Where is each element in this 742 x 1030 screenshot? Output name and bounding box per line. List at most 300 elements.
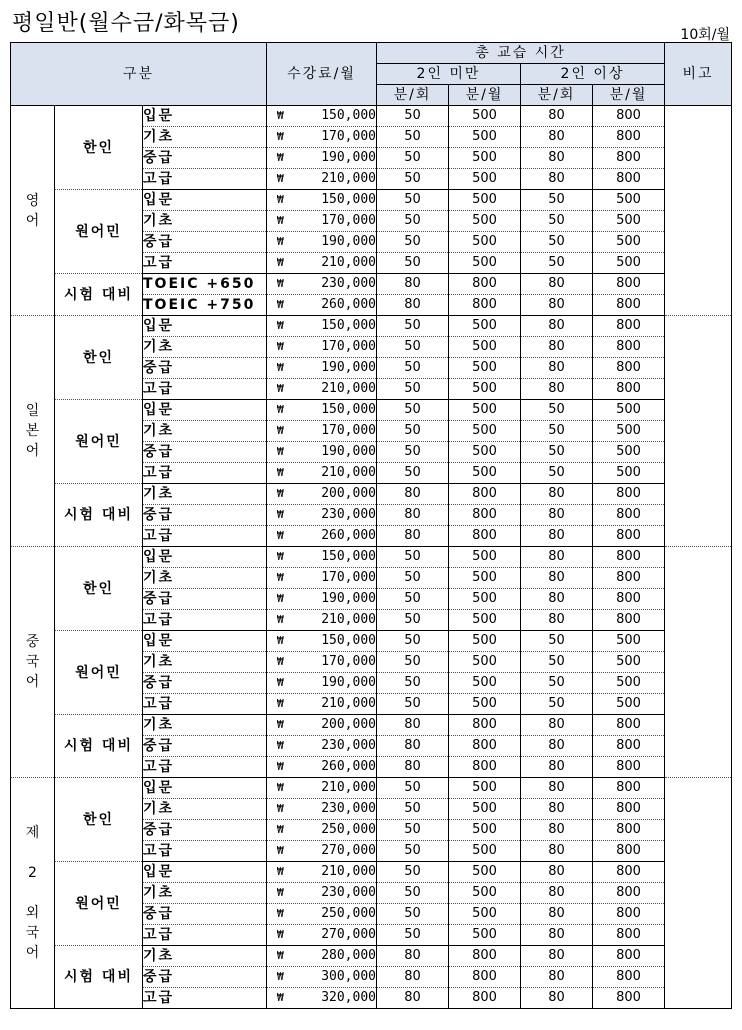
time-cell: 50 <box>377 442 449 463</box>
time-cell: 80 <box>377 484 449 505</box>
time-cell: 800 <box>593 379 665 400</box>
time-cell: 500 <box>449 841 521 862</box>
time-cell: 500 <box>449 442 521 463</box>
fee-cell <box>267 484 377 505</box>
level-cell: 고급 <box>143 610 267 631</box>
time-cell: 80 <box>521 148 593 169</box>
level-cell: 입문 <box>143 778 267 799</box>
time-cell: 80 <box>521 610 593 631</box>
header-per-month: 분/월 <box>593 85 665 106</box>
time-cell: 800 <box>593 337 665 358</box>
level-cell: 입문 <box>143 106 267 127</box>
time-cell: 50 <box>521 253 593 274</box>
time-cell: 500 <box>449 610 521 631</box>
currency-symbol: ₩ <box>277 193 284 206</box>
fee-cell <box>267 463 377 484</box>
time-cell: 500 <box>449 883 521 904</box>
time-cell: 800 <box>593 106 665 127</box>
time-cell: 800 <box>593 568 665 589</box>
level-cell: 중급 <box>143 232 267 253</box>
fee-cell <box>267 631 377 652</box>
level-cell: 중급 <box>143 904 267 925</box>
currency-symbol: ₩ <box>277 151 284 164</box>
header-fee: 수강료/월 <box>267 43 377 106</box>
time-cell: 500 <box>449 316 521 337</box>
level-cell: 기초 <box>143 421 267 442</box>
level-cell: 중급 <box>143 967 267 988</box>
fee-cell <box>267 127 377 148</box>
level-cell: 중급 <box>143 442 267 463</box>
time-cell: 80 <box>521 988 593 1009</box>
instructor-type: 시험 대비 <box>55 946 143 1009</box>
time-cell: 50 <box>377 610 449 631</box>
level-cell: 중급 <box>143 589 267 610</box>
fee-cell <box>267 253 377 274</box>
level-cell: 고급 <box>143 694 267 715</box>
fee-cell <box>267 925 377 946</box>
fee-cell <box>267 652 377 673</box>
time-cell: 500 <box>449 190 521 211</box>
fee-cell <box>267 820 377 841</box>
level-cell: 기초 <box>143 484 267 505</box>
time-cell: 500 <box>449 904 521 925</box>
currency-symbol: ₩ <box>277 235 284 248</box>
time-cell: 50 <box>521 232 593 253</box>
fee-cell <box>267 841 377 862</box>
table-body <box>11 106 732 1009</box>
time-cell: 80 <box>521 820 593 841</box>
fee-amount: 210,000 <box>321 255 376 270</box>
time-cell: 800 <box>593 127 665 148</box>
table-row <box>11 631 732 652</box>
fee-cell <box>267 169 377 190</box>
time-cell: 50 <box>377 421 449 442</box>
table-row <box>11 946 732 967</box>
time-cell: 50 <box>521 652 593 673</box>
time-cell: 500 <box>449 673 521 694</box>
time-cell: 800 <box>593 883 665 904</box>
time-cell: 50 <box>521 694 593 715</box>
time-cell: 50 <box>377 337 449 358</box>
time-cell: 50 <box>521 190 593 211</box>
time-cell: 80 <box>521 274 593 295</box>
fee-cell <box>267 274 377 295</box>
time-cell: 500 <box>593 253 665 274</box>
fee-cell <box>267 862 377 883</box>
note-cell <box>665 778 732 1009</box>
time-cell: 500 <box>449 253 521 274</box>
fee-cell <box>267 148 377 169</box>
currency-symbol: ₩ <box>277 865 284 878</box>
level-cell: 기초 <box>143 211 267 232</box>
level-cell: 고급 <box>143 169 267 190</box>
currency-symbol: ₩ <box>277 655 284 668</box>
time-cell: 500 <box>593 211 665 232</box>
time-cell: 50 <box>377 589 449 610</box>
fee-amount: 260,000 <box>321 297 376 312</box>
fee-amount: 200,000 <box>321 486 376 501</box>
level-cell: 기초 <box>143 127 267 148</box>
time-cell: 80 <box>521 169 593 190</box>
fee-cell <box>267 967 377 988</box>
time-cell: 80 <box>521 547 593 568</box>
time-cell: 800 <box>593 925 665 946</box>
fee-amount: 230,000 <box>321 885 376 900</box>
time-cell: 500 <box>449 400 521 421</box>
tuition-table <box>10 42 732 1009</box>
time-cell: 50 <box>521 631 593 652</box>
currency-symbol: ₩ <box>277 844 284 857</box>
language-name: 일 본 어 <box>11 316 55 547</box>
level-cell: 중급 <box>143 673 267 694</box>
time-cell: 50 <box>521 673 593 694</box>
instructor-type: 시험 대비 <box>55 484 143 547</box>
time-cell: 500 <box>593 400 665 421</box>
currency-symbol: ₩ <box>277 256 284 269</box>
time-cell: 800 <box>449 988 521 1009</box>
level-cell: 고급 <box>143 988 267 1009</box>
time-cell: 50 <box>377 820 449 841</box>
time-cell: 500 <box>449 379 521 400</box>
table-row <box>11 190 732 211</box>
level-cell: 중급 <box>143 358 267 379</box>
time-cell: 500 <box>449 232 521 253</box>
currency-symbol: ₩ <box>277 928 284 941</box>
fee-amount: 210,000 <box>321 612 376 627</box>
fee-cell <box>267 694 377 715</box>
note-cell <box>665 106 732 316</box>
instructor-type: 원어민 <box>55 190 143 274</box>
fee-amount: 190,000 <box>321 444 376 459</box>
fee-cell <box>267 883 377 904</box>
fee-cell <box>267 190 377 211</box>
time-cell: 50 <box>377 358 449 379</box>
time-cell: 800 <box>593 946 665 967</box>
level-cell: 입문 <box>143 400 267 421</box>
time-cell: 50 <box>521 211 593 232</box>
level-cell: 고급 <box>143 841 267 862</box>
time-cell: 800 <box>593 757 665 778</box>
time-cell: 800 <box>449 526 521 547</box>
time-cell: 80 <box>521 925 593 946</box>
time-cell: 500 <box>449 652 521 673</box>
currency-symbol: ₩ <box>277 361 284 374</box>
fee-amount: 230,000 <box>321 738 376 753</box>
fee-amount: 190,000 <box>321 360 376 375</box>
time-cell: 50 <box>377 883 449 904</box>
time-cell: 50 <box>377 169 449 190</box>
time-cell: 800 <box>449 484 521 505</box>
time-cell: 500 <box>449 421 521 442</box>
fee-cell <box>267 799 377 820</box>
fee-amount: 150,000 <box>321 402 376 417</box>
currency-symbol: ₩ <box>277 550 284 563</box>
currency-symbol: ₩ <box>277 571 284 584</box>
fee-amount: 150,000 <box>321 108 376 123</box>
level-cell: 입문 <box>143 631 267 652</box>
level-cell: 중급 <box>143 736 267 757</box>
time-cell: 500 <box>449 799 521 820</box>
fee-amount: 300,000 <box>321 969 376 984</box>
currency-symbol: ₩ <box>277 214 284 227</box>
fee-amount: 210,000 <box>321 381 376 396</box>
currency-symbol: ₩ <box>277 382 284 395</box>
fee-amount: 250,000 <box>321 906 376 921</box>
time-cell: 50 <box>377 841 449 862</box>
time-cell: 800 <box>593 778 665 799</box>
time-cell: 500 <box>449 148 521 169</box>
fee-amount: 150,000 <box>321 549 376 564</box>
note-cell <box>665 547 732 778</box>
level-cell: 중급 <box>143 505 267 526</box>
time-cell: 80 <box>377 988 449 1009</box>
time-cell: 50 <box>377 778 449 799</box>
time-cell: 50 <box>377 631 449 652</box>
fee-cell <box>267 295 377 316</box>
currency-symbol: ₩ <box>277 508 284 521</box>
time-cell: 500 <box>449 169 521 190</box>
level-cell: 기초 <box>143 568 267 589</box>
language-name: 영 어 <box>11 106 55 316</box>
time-cell: 80 <box>377 757 449 778</box>
currency-symbol: ₩ <box>277 487 284 500</box>
fee-amount: 170,000 <box>321 339 376 354</box>
time-cell: 50 <box>377 463 449 484</box>
time-cell: 50 <box>377 379 449 400</box>
time-cell: 800 <box>593 841 665 862</box>
time-cell: 500 <box>593 631 665 652</box>
time-cell: 50 <box>377 904 449 925</box>
level-cell: 기초 <box>143 883 267 904</box>
time-cell: 500 <box>593 652 665 673</box>
time-cell: 50 <box>521 463 593 484</box>
fee-cell <box>267 736 377 757</box>
fee-amount: 210,000 <box>321 171 376 186</box>
time-cell: 50 <box>377 568 449 589</box>
time-cell: 800 <box>593 358 665 379</box>
time-cell: 50 <box>521 400 593 421</box>
time-cell: 50 <box>377 652 449 673</box>
fee-cell <box>267 568 377 589</box>
currency-symbol: ₩ <box>277 424 284 437</box>
time-cell: 80 <box>377 967 449 988</box>
level-cell: 입문 <box>143 547 267 568</box>
time-cell: 500 <box>449 358 521 379</box>
time-cell: 500 <box>449 589 521 610</box>
table-row <box>11 862 732 883</box>
time-cell: 500 <box>449 820 521 841</box>
time-cell: 800 <box>449 295 521 316</box>
fee-amount: 190,000 <box>321 675 376 690</box>
fee-amount: 210,000 <box>321 780 376 795</box>
language-name: 제 2 외 국 어 <box>11 778 55 1009</box>
fee-cell <box>267 946 377 967</box>
level-cell: 입문 <box>143 862 267 883</box>
instructor-type: 원어민 <box>55 631 143 715</box>
instructor-type: 시험 대비 <box>55 274 143 316</box>
fee-cell <box>267 505 377 526</box>
table-row <box>11 106 732 127</box>
time-cell: 50 <box>377 190 449 211</box>
time-cell: 80 <box>521 799 593 820</box>
note-cell <box>665 316 732 547</box>
time-cell: 800 <box>593 715 665 736</box>
fee-cell <box>267 211 377 232</box>
fee-amount: 170,000 <box>321 570 376 585</box>
page-title: 평일반(월수금/화목금) <box>12 11 240 36</box>
fee-amount: 150,000 <box>321 318 376 333</box>
currency-symbol: ₩ <box>277 823 284 836</box>
time-cell: 50 <box>521 421 593 442</box>
time-cell: 800 <box>593 967 665 988</box>
fee-amount: 230,000 <box>321 507 376 522</box>
time-cell: 50 <box>377 799 449 820</box>
time-cell: 80 <box>521 568 593 589</box>
fee-amount: 200,000 <box>321 717 376 732</box>
time-cell: 50 <box>377 694 449 715</box>
currency-symbol: ₩ <box>277 634 284 647</box>
fee-cell <box>267 232 377 253</box>
instructor-type: 원어민 <box>55 862 143 946</box>
level-cell: TOEIC +750 <box>143 295 267 316</box>
time-cell: 800 <box>593 988 665 1009</box>
level-cell: 중급 <box>143 148 267 169</box>
time-cell: 80 <box>521 862 593 883</box>
time-cell: 500 <box>449 547 521 568</box>
level-cell: 고급 <box>143 757 267 778</box>
time-cell: 80 <box>521 715 593 736</box>
time-cell: 80 <box>521 379 593 400</box>
fee-amount: 230,000 <box>321 801 376 816</box>
fee-cell <box>267 904 377 925</box>
table-row <box>11 778 732 799</box>
time-cell: 50 <box>377 253 449 274</box>
instructor-type: 한인 <box>55 316 143 400</box>
time-cell: 50 <box>377 127 449 148</box>
fee-amount: 280,000 <box>321 948 376 963</box>
currency-symbol: ₩ <box>277 718 284 731</box>
time-cell: 500 <box>449 925 521 946</box>
currency-symbol: ₩ <box>277 886 284 899</box>
header-per-session: 분/회 <box>377 85 449 106</box>
time-cell: 80 <box>521 295 593 316</box>
time-cell: 800 <box>593 862 665 883</box>
time-cell: 80 <box>521 505 593 526</box>
time-cell: 80 <box>377 274 449 295</box>
time-cell: 800 <box>593 526 665 547</box>
fee-cell <box>267 337 377 358</box>
fee-amount: 150,000 <box>321 633 376 648</box>
fee-amount: 170,000 <box>321 129 376 144</box>
time-cell: 500 <box>593 694 665 715</box>
time-cell: 800 <box>593 316 665 337</box>
fee-cell <box>267 778 377 799</box>
fee-amount: 150,000 <box>321 192 376 207</box>
level-cell: 기초 <box>143 946 267 967</box>
time-cell: 800 <box>593 169 665 190</box>
time-cell: 80 <box>521 967 593 988</box>
currency-symbol: ₩ <box>277 340 284 353</box>
time-cell: 800 <box>593 589 665 610</box>
time-cell: 50 <box>377 547 449 568</box>
time-cell: 500 <box>449 862 521 883</box>
fee-amount: 190,000 <box>321 150 376 165</box>
time-cell: 500 <box>593 463 665 484</box>
time-cell: 800 <box>593 148 665 169</box>
currency-symbol: ₩ <box>277 592 284 605</box>
fee-amount: 270,000 <box>321 927 376 942</box>
level-cell: 입문 <box>143 190 267 211</box>
time-cell: 50 <box>377 673 449 694</box>
time-cell: 80 <box>521 127 593 148</box>
fee-cell <box>267 673 377 694</box>
fee-cell <box>267 400 377 421</box>
time-cell: 800 <box>449 505 521 526</box>
time-cell: 500 <box>449 631 521 652</box>
fee-amount: 260,000 <box>321 759 376 774</box>
header-note: 비고 <box>665 43 732 106</box>
time-cell: 500 <box>449 106 521 127</box>
table-row <box>11 715 732 736</box>
time-cell: 50 <box>377 211 449 232</box>
time-cell: 50 <box>377 925 449 946</box>
time-cell: 50 <box>377 232 449 253</box>
time-cell: 80 <box>521 778 593 799</box>
time-cell: 80 <box>521 484 593 505</box>
instructor-type: 한인 <box>55 547 143 631</box>
time-cell: 800 <box>449 967 521 988</box>
time-cell: 80 <box>521 841 593 862</box>
time-cell: 500 <box>593 190 665 211</box>
currency-symbol: ₩ <box>277 613 284 626</box>
time-cell: 800 <box>449 274 521 295</box>
currency-symbol: ₩ <box>277 319 284 332</box>
time-cell: 80 <box>521 106 593 127</box>
currency-symbol: ₩ <box>277 760 284 773</box>
time-cell: 500 <box>593 232 665 253</box>
fee-amount: 210,000 <box>321 696 376 711</box>
time-cell: 800 <box>593 484 665 505</box>
fee-amount: 210,000 <box>321 864 376 879</box>
time-cell: 800 <box>593 610 665 631</box>
fee-cell <box>267 358 377 379</box>
time-cell: 800 <box>449 715 521 736</box>
level-cell: 기초 <box>143 652 267 673</box>
fee-cell <box>267 106 377 127</box>
currency-symbol: ₩ <box>277 949 284 962</box>
time-cell: 50 <box>377 148 449 169</box>
fee-amount: 230,000 <box>321 276 376 291</box>
fee-cell <box>267 610 377 631</box>
currency-symbol: ₩ <box>277 298 284 311</box>
table-row <box>11 484 732 505</box>
fee-cell <box>267 379 377 400</box>
time-cell: 50 <box>377 316 449 337</box>
time-cell: 500 <box>593 673 665 694</box>
time-cell: 800 <box>593 736 665 757</box>
fee-amount: 270,000 <box>321 843 376 858</box>
level-cell: 고급 <box>143 379 267 400</box>
table-row <box>11 274 732 295</box>
currency-symbol: ₩ <box>277 529 284 542</box>
time-cell: 80 <box>377 295 449 316</box>
level-cell: 고급 <box>143 253 267 274</box>
level-cell: 기초 <box>143 799 267 820</box>
time-cell: 800 <box>449 757 521 778</box>
header-category: 구분 <box>11 43 267 106</box>
time-cell: 500 <box>449 337 521 358</box>
currency-symbol: ₩ <box>277 907 284 920</box>
